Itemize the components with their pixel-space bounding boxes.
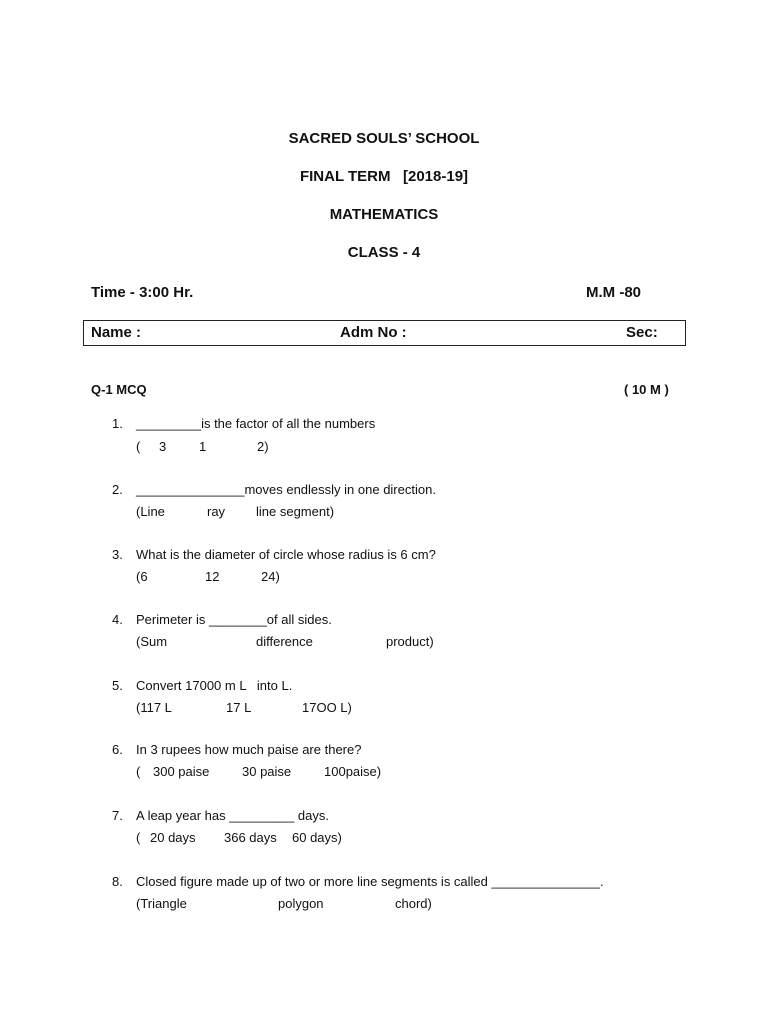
question-number: 7. bbox=[112, 808, 123, 823]
option: (117 L bbox=[136, 700, 172, 715]
option-open: ( bbox=[136, 830, 141, 845]
option: line segment) bbox=[256, 504, 335, 519]
option: ray bbox=[207, 504, 226, 519]
question-text: Perimeter is ________of all sides. bbox=[136, 612, 332, 627]
section-label: Sec: bbox=[626, 324, 658, 341]
option: 1 bbox=[199, 439, 207, 454]
question-text: Convert 17000 m L into L. bbox=[136, 678, 293, 693]
option: difference bbox=[256, 634, 313, 649]
option: (Line bbox=[136, 504, 165, 519]
question-number: 4. bbox=[112, 612, 123, 627]
option-open: ( bbox=[136, 764, 141, 779]
question-number: 1. bbox=[112, 416, 123, 431]
option: 30 paise bbox=[242, 764, 292, 779]
question-number: 6. bbox=[112, 742, 123, 757]
option: 17OO L) bbox=[302, 700, 352, 715]
adm-no-label: Adm No : bbox=[340, 324, 407, 341]
option: 300 paise bbox=[153, 764, 210, 779]
question-text: Closed figure made up of two or more line segments is called _______________. bbox=[136, 874, 604, 889]
max-marks: M.M -80 bbox=[586, 284, 642, 301]
option: product) bbox=[386, 634, 434, 649]
option: 366 days bbox=[224, 830, 277, 845]
exam-term: FINAL TERM [2018-19] bbox=[299, 168, 469, 185]
option: 3 bbox=[159, 439, 167, 454]
option: (6 bbox=[136, 569, 148, 584]
question-text: What is the diameter of circle whose radius is 6 cm? bbox=[136, 547, 436, 562]
question-text: _______________moves endlessly in one direction. bbox=[136, 482, 436, 497]
option: (Triangle bbox=[136, 896, 187, 911]
option: 12 bbox=[205, 569, 220, 584]
option: 60 days) bbox=[292, 830, 342, 845]
option: polygon bbox=[278, 896, 324, 911]
name-label: Name : bbox=[91, 324, 142, 341]
school-name: SACRED SOULS’ SCHOOL bbox=[288, 130, 480, 147]
class-title: CLASS - 4 bbox=[347, 244, 421, 261]
question-number: 5. bbox=[112, 678, 123, 693]
option: 2) bbox=[257, 439, 269, 454]
option-open: ( bbox=[136, 439, 141, 454]
option: 100paise) bbox=[324, 764, 382, 779]
question-number: 8. bbox=[112, 874, 123, 889]
question-number: 2. bbox=[112, 482, 123, 497]
option: 20 days bbox=[150, 830, 196, 845]
option: (Sum bbox=[136, 634, 168, 649]
option: 24) bbox=[261, 569, 280, 584]
question-text: In 3 rupees how much paise are there? bbox=[136, 742, 362, 757]
question-number: 3. bbox=[112, 547, 123, 562]
exam-time: Time - 3:00 Hr. bbox=[91, 284, 194, 301]
option: chord) bbox=[395, 896, 432, 911]
section-marks: ( 10 M ) bbox=[624, 382, 669, 397]
question-text: A leap year has _________ days. bbox=[136, 808, 329, 823]
question-text: _________is the factor of all the numbers bbox=[136, 416, 376, 431]
option: 17 L bbox=[226, 700, 252, 715]
student-info-box bbox=[83, 320, 686, 346]
section-title: Q-1 MCQ bbox=[91, 382, 147, 397]
subject-title: MATHEMATICS bbox=[329, 206, 439, 223]
